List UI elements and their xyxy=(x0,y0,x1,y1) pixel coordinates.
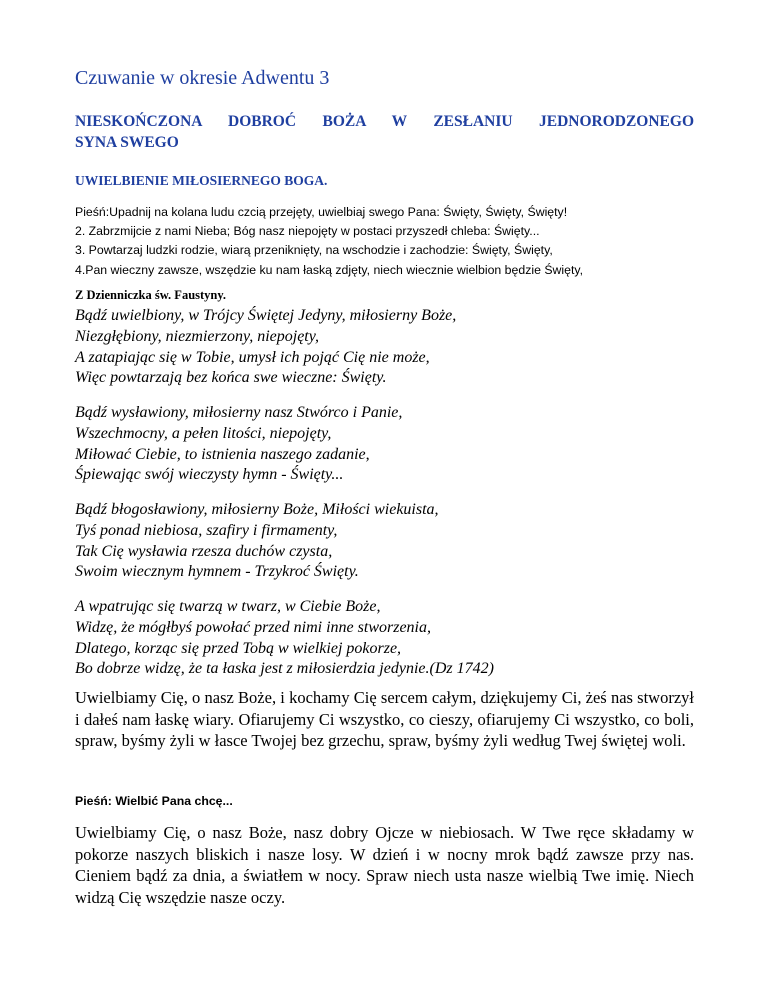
song-verses xyxy=(75,203,583,280)
poem-line: Bądź wysławiony, miłosierny nasz Stwórco i Panie, xyxy=(75,404,403,421)
poem-line: Swoim wiecznym hymnem - Trzykroć Święty. xyxy=(75,563,359,581)
poem-line: Bo dobrze widzę, że ta łaska jest z miłosierdzia jedynie.(Dz 1742) xyxy=(75,660,494,678)
poem-line: Tak Cię wysławia rzesza duchów czysta, xyxy=(75,542,333,560)
poem-stanza-3 xyxy=(75,500,439,583)
poem-line: Tyś ponad niebiosa, szafiry i firmamenty, xyxy=(75,521,338,539)
poem-line: Widzę, że mógłbyś powołać przed nimi inne stworzenia, xyxy=(75,618,431,636)
poem-line: Śpiewając swój wieczysty hymn - Święty... xyxy=(75,466,344,484)
poem-line: Wszechmocny, a pełen litości, niepojęty, xyxy=(75,424,332,442)
poem-line: Bądź błogosławiony, miłosierny Boże, Miłości wiekuista, xyxy=(75,501,439,518)
main-heading-line-2: SYNA SWEGO xyxy=(75,134,179,151)
page-title: Czuwanie w okresie Adwentu 3 xyxy=(75,67,330,89)
song-verse: 4.Pan wieczny zawsze, wszędzie ku nam łaską zdjęty, niech wiecznie wielbion będzie Święty, xyxy=(75,262,584,277)
prayer-paragraph-1: Uwielbiamy Cię, o nasz Boże, i kochamy Cię sercem całym, dziękujemy Ci, żeś nas stworzył i dałeś nam łaskę wiary. Ofiarujemy Ci wszystko, co cieszy, ofiarujemy Ci wszystko, co boli, spraw, byśmy żyli w łasce Twojej bez grzechu, spraw, byśmy żyli według Twej świętej woli. xyxy=(75,688,694,751)
poem-line: Więc powtarzają bez końca swe wieczne: Święty. xyxy=(75,369,387,387)
poem-line: A wpatrując się twarzą w twarz, w Ciebie Boże, xyxy=(75,598,381,615)
main-heading xyxy=(75,111,694,153)
poem-line: Miłować Ciebie, to istnienia naszego zadanie, xyxy=(75,445,370,463)
song-title: Pieśń: Wielbić Pana chcę... xyxy=(75,794,233,808)
song-verse: Pieśń:Upadnij na kolana ludu czcią przejęty, uwielbiaj swego Pana: Święty, Święty, Święty! xyxy=(75,205,568,219)
song-verse: 2. Zabrzmijcie z nami Nieba; Bóg nasz niepojęty w postaci przyszedł chleba: Święty... xyxy=(75,224,540,239)
poem-line: Dlatego, korząc się przed Tobą w wielkiej pokorze, xyxy=(75,639,402,657)
diary-source: Z Dzienniczka św. Faustyny. xyxy=(75,288,227,302)
main-heading-line-1: NIESKOŃCZONA DOBROĆ BOŻA W ZESŁANIU JEDNORODZONEGO xyxy=(75,113,694,130)
section-heading: UWIELBIENIE MIŁOSIERNEGO BOGA. xyxy=(75,173,328,188)
poem-stanza-2 xyxy=(75,403,402,486)
poem-stanza-4 xyxy=(75,597,494,680)
poem-stanza-1 xyxy=(75,306,456,389)
prayer-paragraph-2: Uwielbiamy Cię, o nasz Boże, nasz dobry Ojcze w niebiosach. W Twe ręce składamy w pokorze naszych bliskich i nasze losy. W dzień i w nocny mrok bądź zawsze przy nas. Cieniem bądź za dnia, a światłem w nocy. Spraw niech usta nasze wielbią Twe imię. Niech widzą Cię wszędzie nasze oczy. xyxy=(75,823,694,907)
song-verse: 3. Powtarzaj ludzki rodzie, wiarą przeniknięty, na wschodzie i zachodzie: Święty, Święty, xyxy=(75,243,553,258)
poem-line: A zatapiając się w Tobie, umysł ich pojąć Cię nie może, xyxy=(75,348,430,366)
poem-line: Niezgłębiony, niezmierzony, niepojęty, xyxy=(75,327,319,345)
poem-line: Bądź uwielbiony, w Trójcy Świętej Jedyny, miłosierny Boże, xyxy=(75,307,457,324)
